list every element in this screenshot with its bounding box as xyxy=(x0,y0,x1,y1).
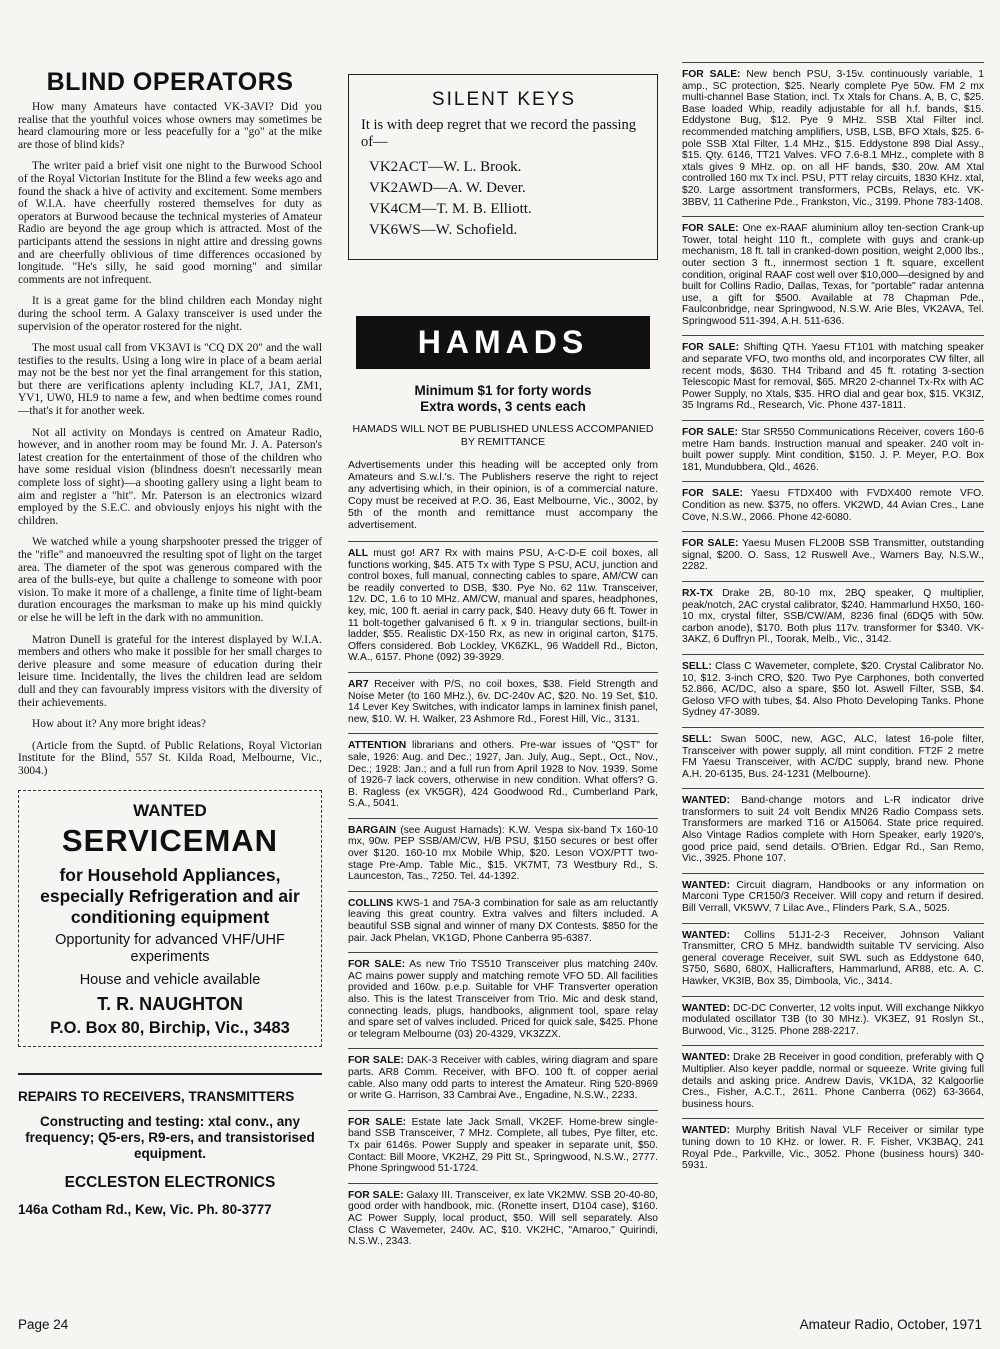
classified-ad xyxy=(682,654,984,719)
ad-text: Yaesu FTDX400 with FVDX400 remote VFO. Condition as new. $375, no offers. VK2WD, 44 Avian Cres., Lane Cove, N.S.W., 2066. Phone 42-6080. xyxy=(682,488,984,523)
ad-text: Band-change motors and L-R indicator drive transformers to suit 24 volt Bendix MN26 Radio Compass sets. Transformers are marked T16 or A15064. State price required. Also Vintage Radios complete with Horn Speaker, early 1920's, good price paid, send details. O'Brien. Edgar Rd., San Remo, Vic., 3925. Phone 107. xyxy=(682,795,984,865)
ad-lead: RX-TX xyxy=(682,587,713,599)
silent-key-name: VK4CM—T. M. B. Elliott. xyxy=(369,201,532,217)
ad-text: Collins 51J1-2-3 Receiver, Johnson Valiant Transmitter, CRO 5 MHz. bandwidth suitable TV servicing. Also general coverage Receiver, suit SWL such as Eddystone 640, S750, S680, 680X, Hallicrafters, Hammarlund, AR88, etc. A. C. Hawker, VK3IB, Box 35, Dimboola, Vic., 3414. xyxy=(682,929,984,987)
ad-text: Estate late Jack Small, VK2EF. Home-brew single-band SSB Transceiver, 7 MHz. Complete, all tubes, Pye filter, etc. Tx pair 6146s. Power Supply and speaker in separate unit, $50. Contact: Bill Moore, VK2HZ, 29 Pitt St., Springwood, N.S.W., 2777. Phone Springwood 51-1724. xyxy=(348,1116,658,1175)
ad-text: New bench PSU, 3-15v. continuously variable, 1 amp., SC protection, $25. Nearly complete Pye 50w. FM 2 mx multi-channel Base Station, incl. Tx Xtals for Chans. A, B, C, $25. Base loaded Whip, readily adjustable for all h.f. bands, $15. Eddystone Bug, $12. Pye 9 MHz. SSB Xtal Filter incl. recommended matching amplifiers, USB, LSB, BFO Xtals, $25. 6-pole SSB Xtal Filter, 1.4 MHz., $15. Eddystone 898 Dial Assy., $15. Qty. 6146, TT21 Valves. VFO 7.6-8.1 MHz., complete with 8 xtals gives 9 MHz. op. on all HF bands, $30. 20w. AM Xtal controlled 160 mx Tx incl. PSU, PTT relay circuits, 1830 KHz. xtal, $20. Large assortment transformers, PCBs, Relays, etc. VK-3BBV, 11 Catherine Pde., Frankston, Vic., 3199. Phone 783-1408. xyxy=(682,69,984,208)
repairs-ad xyxy=(18,1089,322,1217)
ad-text: Swan 500C, new, AGC, ALC, latest 16-pole filter, Transceiver with power supply, all mint condition. FT2F 2 metre FM Yaesu Transceiver, with AC/DC supply, brand new. Phone A.H. 20-6135, Bus. 24-1231 (Melbourne). xyxy=(682,733,984,780)
ad-lead: COLLINS xyxy=(348,897,394,909)
ad-text: KWS-1 and 75A-3 combination for sale as am reluctantly leaving this great country. Extra valves and filters included. A beautiful SSB signal and winner of many DX Contests. $850 for the pair. Jack Phelan, VK1GD, Phone Canberra 95-6387. xyxy=(348,897,658,944)
ad-text: Class C Wavemeter, complete, $20. Crystal Calibrator No. 10, $12. 3-inch CRO, $20. Two Pye Carphones, both converted 52.866, AC/DC, also a spare, $50 lot. Aswell Filter, SSB, $4. Geloso VFO with tubes, $4. Also Photo Developing Tanks. Phone Sydney 47-3089. xyxy=(682,660,984,719)
classified-ad xyxy=(682,481,984,523)
silent-keys-title: SILENT KEYS xyxy=(431,89,577,110)
ad-lead: FOR SALE: xyxy=(348,1116,407,1128)
repairs-company: ECCLESTON ELECTRONICS xyxy=(64,1173,276,1191)
ad-text: As new Trio TS510 Transceiver plus matching 240v. AC mains power supply and matching remote VFO 5D. All facilities provided and 160w. p.e.p. Suitable for VHF Transverter operation also. This is the latest Transceiver from Trio. Mic and desk stand, connecting leads, plugs, handbooks, alignment tool, spare relay and spare set of valves included. Priced for quick sale, $425. Phone or telegram Melbourne (03) 20-4329, VK3ZZX. xyxy=(348,959,658,1040)
column-left xyxy=(18,62,322,1217)
classified-ad xyxy=(682,420,984,473)
classified-ad xyxy=(348,891,658,944)
ad-lead: ALL xyxy=(348,548,369,559)
serviceman-line-1: for Household Appliances, especially Refrigeration and air conditioning equipment xyxy=(40,864,300,927)
article-body xyxy=(18,101,322,731)
ad-lead: FOR SALE: xyxy=(682,69,741,80)
column-right xyxy=(682,62,984,1180)
ad-lead: FOR SALE: xyxy=(348,1055,404,1067)
silent-keys-box xyxy=(348,74,658,260)
ad-lead: FOR SALE: xyxy=(682,223,739,235)
wanted-label: WANTED xyxy=(133,800,207,820)
classified-ad xyxy=(348,1183,658,1248)
silent-key-name: VK2ACT—W. L. Brook. xyxy=(369,159,522,175)
ad-lead: WANTED: xyxy=(682,1125,731,1137)
ad-text: Murphy British Naval VLF Receiver or similar type tuning down to 10 KHz. or lower. R. F. Fisher, VK3BAQ, 241 Royal Pde., Parkville, Vic., 3052. Phone (business hours) 340-5931. xyxy=(682,1125,984,1172)
ad-lead: FOR SALE: xyxy=(348,1189,404,1201)
serviceman-name: T. R. NAUGHTON xyxy=(97,993,243,1014)
classified-ad xyxy=(682,788,984,865)
article-paragraph: How many Amateurs have contacted VK-3AVI? Did you realise that the youthful voices whose owners may sometimes be heard clamouring more or less peacefully for a "go" at the mike are those of blind kids? xyxy=(18,101,322,151)
classified-ad xyxy=(348,818,658,883)
article-paragraph: It is a great game for the blind children each Monday night during the school term. A Galaxy transceiver is used under the supervision of the operator rostered for the night. xyxy=(18,295,322,333)
hamads-rules: Advertisements under this heading will be accepted only from Amateurs and S.w.l.'s. The Publishers reserve the right to reject any advertising which, in their opinion, is of a commercial nature. Copy must be received at P.O. 36, East Melbourne, Vic., 3002, by 5th of the month and remittance must accompany the advertisement. xyxy=(348,459,658,531)
ad-text: (see August Hamads): K.W. Vespa six-band Tx 160-10 mx, 90w. PEP SSB/AM/CW, H/B PSU, $150 secures or best offer over $120. 160-10 mx Mobile Whip, $20. Leson VOX/PTT two-stage Pre-Amp. Table Mic., $15. VK7MT, 73 Westbury Rd., S. Launceston, Tas., 7250. Tel. 44-1392. xyxy=(348,824,658,883)
hamads-list-middle xyxy=(348,541,658,1248)
divider xyxy=(18,1073,322,1075)
article-paragraph: How about it? Any more bright ideas? xyxy=(32,718,206,731)
column-middle xyxy=(348,62,658,1256)
hamads-notice: HAMADS WILL NOT BE PUBLISHED UNLESS ACCOMPANIED BY REMITTANCE xyxy=(352,423,654,448)
classified-ad xyxy=(682,216,984,327)
ad-lead: FOR SALE: xyxy=(682,427,738,439)
classified-ad xyxy=(682,62,984,208)
hamads-banner: HAMADS xyxy=(356,316,650,369)
classified-ad xyxy=(682,531,984,573)
ad-text: One ex-RAAF aluminium alloy ten-section Crank-up Tower, total height 110 ft., complete with guys and crank-up mechanism, 18 ft. tall in cranked-down position, weight 2,000 lbs., outer section 3 ft., innermost section 1 ft. square, excellent condition, original RAAF cost well over $10,000—designed by and built for Collins Radio, Dallas, Texas, for "portable" radar antenna use, a gift for $500. Available at 78 Chapman Pde., Faulconbridge, near Springwood, N.S.W. Arie Bles, VK2AVA, Tel. Springwood 511-394, A.H. 511-636. xyxy=(682,223,984,327)
ad-lead: WANTED: xyxy=(682,795,731,807)
ad-lead: WANTED: xyxy=(682,879,731,891)
classified-ad xyxy=(682,335,984,412)
hamads-rate-1: Minimum $1 for forty words xyxy=(414,383,592,398)
ad-lead: AR7 xyxy=(348,678,369,690)
hamads-rate-2: Extra words, 3 cents each xyxy=(420,399,586,414)
article-source: (Article from the Suptd. of Public Relations, Royal Victorian Institute for the Blind, 557 St. Kilda Road, Melbourne, Vic., 3004.) xyxy=(18,739,322,777)
classified-ad xyxy=(682,873,984,915)
ad-lead: ATTENTION xyxy=(348,740,407,752)
serviceman-address: P.O. Box 80, Birchip, Vic., 3483 xyxy=(50,1018,290,1037)
serviceman-headline: SERVICEMAN xyxy=(61,822,279,858)
repairs-heading: REPAIRS TO RECEIVERS, TRANSMITTERS xyxy=(18,1088,295,1104)
ad-lead: FOR SALE: xyxy=(682,538,739,550)
article-paragraph: Not all activity on Mondays is centred on Amateur Radio, however, and in another room may be found Mr. J. A. Paterson's latest creation for the entertainment of those of the children who have some residual vision (blindness doesn't necessarily mean complete loss of sight)—a shooting gallery using a light beam to aim and register a "hit". Mr. Paterson is an electronics wizard employed by the S.E.C. and obviously enjoys his night with the children. xyxy=(18,426,322,527)
ad-text: must go! AR7 Rx with mains PSU, A-C-D-E coil boxes, all functions working, $45. AT5 Tx with Type S PSU, ACU, junction and control boxes, full manual, connecting cables to spare, AM/CW can be readily converted to DSB, $30. Pye No. 62 11w. Transceiver, 12v. DC, 1.6 to 10 MHz. AM/CW, manual and spares, headphones, key, mic, 100 ft. aerial in carry pack, $40. Heavy duty 66 ft. Tower in 11 bolt-together galvanised 6 ft. x 9 in. triangular sections, built-in ladder, $55. Realistic DX-150 Rx, as new in original carton, $175. Offers considered. Bob Lockley, VK6ZKL, 96 Waddell Rd., Bicton, W.A., 6157. Phone (092) 39-3929. xyxy=(348,548,658,664)
ad-text: DC-DC Converter, 12 volts input. Will exchange Nikkyo modulated oscillator T3B (to 30 MHz.). VK3EZ, 91 Roslyn St., Burwood, Vic., 3125. Phone 288-2217. xyxy=(682,1002,984,1037)
classified-ad xyxy=(348,952,658,1040)
ad-text: Shifting QTH. Yaesu FT101 with matching speaker and separate VFO, two months old, and incorporates CW filter, all recent mods, $630. TH4 Triband and 45 ft. rotating 3-section Telescopic Mast for removal, $65. MR20 2-channel Tx-Rx with AC Power Supply, no Xtals, $35. HRO dial and gear box, $15. VK3IZ, 35 Ingrams Rd., Research, Vic. Phone 437-1811. xyxy=(682,342,984,412)
silent-keys-intro: It is with deep regret that we record the passing of— xyxy=(361,117,637,150)
classified-ad xyxy=(682,1118,984,1171)
ad-lead: WANTED: xyxy=(682,929,731,941)
ad-lead: WANTED: xyxy=(682,1002,731,1014)
classified-ad xyxy=(348,541,658,664)
repairs-address: 146a Cotham Rd., Kew, Vic. Ph. 80-3777 xyxy=(18,1201,272,1217)
ad-text: Circuit diagram, Handbooks or any information on Marconi Type CR150/3 Receiver. Will copy and return if desired. Bill Verrall, VK5WV, 7 Lilac Ave., Flinders Park, S.A., 5025. xyxy=(682,879,984,915)
page-number: Page 24 xyxy=(18,1317,69,1332)
publication-info: Amateur Radio, October, 1971 xyxy=(799,1317,982,1332)
ad-lead: FOR SALE: xyxy=(348,959,406,971)
repairs-body: Constructing and testing: xtal conv., any frequency; Q5-ers, R9-ers, and transistorised equipment. xyxy=(25,1113,315,1161)
ad-lead: WANTED: xyxy=(682,1052,731,1064)
ad-text: Drake 2B Receiver in good condition, preferably with Q Multiplier. Also keyer paddle, normal or squeeze. Write giving full details and asking price. Andrew Davis, VK1DA, 32 Kalgoorlie Cres., Fisher, A.C.T., 2611. Phone Canberra (062) 63-3664, business hours. xyxy=(682,1052,984,1110)
ad-text: Receiver with P/S, no coil boxes, $38. Field Strength and Noise Meter (to 160 MHz.), 6v. DC-240v AC, $20. No. 19 Set, $10. 14 Lever Key Switches, with indicator lamps in laminex finish panel, new, $10. W. H. Walker, 23 Ashmore Rd., Forest Hill, Vic., 3131. xyxy=(348,678,658,725)
serviceman-line-3: House and vehicle available xyxy=(79,971,261,988)
classified-ad xyxy=(682,996,984,1038)
serviceman-line-2: Opportunity for advanced VHF/UHF experiments xyxy=(55,931,285,965)
ad-text: librarians and others. Pre-war issues of "QST" for sale, 1926: Aug. and Dec.; 1927, Jan. July, Aug., Sept., Oct., Nov., Dec.; 1928: Jan.; and a full run from April 1928 to Nov. 1939. Some of 1926-7 lack covers, otherwise in new condition. What offers? G. B. Ragless (ex VK5GR), 424 Goodwood Rd., Cumberland Park, S.A., 5041. xyxy=(348,740,658,810)
classified-ad xyxy=(682,727,984,780)
classified-ad xyxy=(682,1045,984,1110)
article-paragraph: The writer paid a brief visit one night to the Burwood School of the Royal Victorian Institute for the Blind a few weeks ago and found the shack a hive of activity and excitement. Some members of W.I.A. have cheerfully rostered themselves for duty as operators at Burwood because the technical mysteries of Amateur Radio are beyond the age group which is attracted. Most of the participants attend the sessions in night attire and dressing gowns and are cheerfully oblivious of time differences occasioned by longitude. "He's silly, he said good morning" and similar comments are not infrequent. xyxy=(18,160,322,286)
article-paragraph: Matron Dunell is grateful for the interest displayed by W.I.A. members and others who make it possible for her small charges to derive pleasure and some measure of education during their leisure time. Incidentally, the lives the children lead are seldom dull and they can favourably impress visitors with the diversity of their achievements. xyxy=(18,633,322,709)
classified-ad xyxy=(348,672,658,725)
ad-lead: BARGAIN xyxy=(348,824,397,836)
ad-text: Yaesu Musen FL200B SSB Transmitter, outstanding signal, $200. O. Sass, 12 Ruswell Ave., Warners Bay, N.S.W., 2282. xyxy=(682,538,984,573)
ad-text: Star SR550 Communications Receiver, covers 160-6 metre Ham bands. Instruction manual and speaker. 240 volt in-built power supply. Mint condition, $150. J. P. Meyer, P.O. Box 181, Mundubbera, Qld., 4626. xyxy=(682,427,984,473)
classified-ad xyxy=(682,581,984,646)
ad-text: Drake 2B, 80-10 mx, 2BQ speaker, Q multiplier, peak/notch, 2AC crystal calibrator, $240. Hammarlund HX50, 160-10 mx, crystal filter, SSB/CW/AM, 8236 final (6DQ5 with 50w. carbon anode), $170. Both plus 117v. transformer for $340. VK-3AKZ, 6 Duffryn Pl., Toorak, Melb., Vic., 3142. xyxy=(682,587,984,646)
silent-key-name: VK6WS—W. Schofield. xyxy=(369,222,518,238)
silent-key-name: VK2AWD—A. W. Dever. xyxy=(369,180,526,196)
classified-ad xyxy=(348,1110,658,1175)
ad-lead: SELL: xyxy=(682,660,712,672)
article-paragraph: We watched while a young sharpshooter pressed the trigger of the "rifle" and manoeuvred the resulting spot of light on the target area. The diameter of the spot was generous compared with the area of the bulls-eye, but quite a challenge to someone with poor vision. To make it more of a challenge, a finite time of light-beam duration encourages the marksman to make up his mind quickly or else he will be left in the dark with no ammunition. xyxy=(18,536,322,624)
ad-lead: SELL: xyxy=(682,733,712,745)
classified-ad xyxy=(348,1048,658,1101)
article-paragraph: The most usual call from VK3AVI is "CQ DX 20" and the wall testifies to the results. Using a long wire in place of a beam aerial may not be the best nor yet the final arrangement for this station, but there are verifications aplenty including KL7, JA1, ZM1, YV1, UW0, HL9 to name a few, and when bedtime comes round—that's it for another week. xyxy=(18,342,322,418)
classified-ad xyxy=(348,733,658,810)
hamads-list-right xyxy=(682,62,984,1172)
classified-ad xyxy=(682,923,984,988)
article-title: BLIND OPERATORS xyxy=(46,68,294,96)
ad-text: Galaxy III. Transceiver, ex late VK2MW. SSB 20-40-80, good order with handbook, mic. (Ronette insert, D104 case), $160. AC Power Supply, local product, $50. Will sell separately. Also Class C Wavemeter, 240v. AC, $10. VK2HC, "Amaroo," Quirindi, N.S.W., 2343. xyxy=(348,1189,658,1248)
ad-text: DAK-3 Receiver with cables, wiring diagram and spare parts. AR8 Comm. Receiver, with BFO. 100 ft. of copper aerial cable. Also many odd parts to interest the Amateur. Ring 520-8969 or write G. Harrison, 33 Cambrai Ave., Engadine, N.S.W., 2233. xyxy=(348,1055,658,1102)
ad-lead: FOR SALE: xyxy=(682,342,740,354)
wanted-serviceman-ad xyxy=(18,790,322,1047)
ad-lead: FOR SALE: xyxy=(682,488,743,500)
